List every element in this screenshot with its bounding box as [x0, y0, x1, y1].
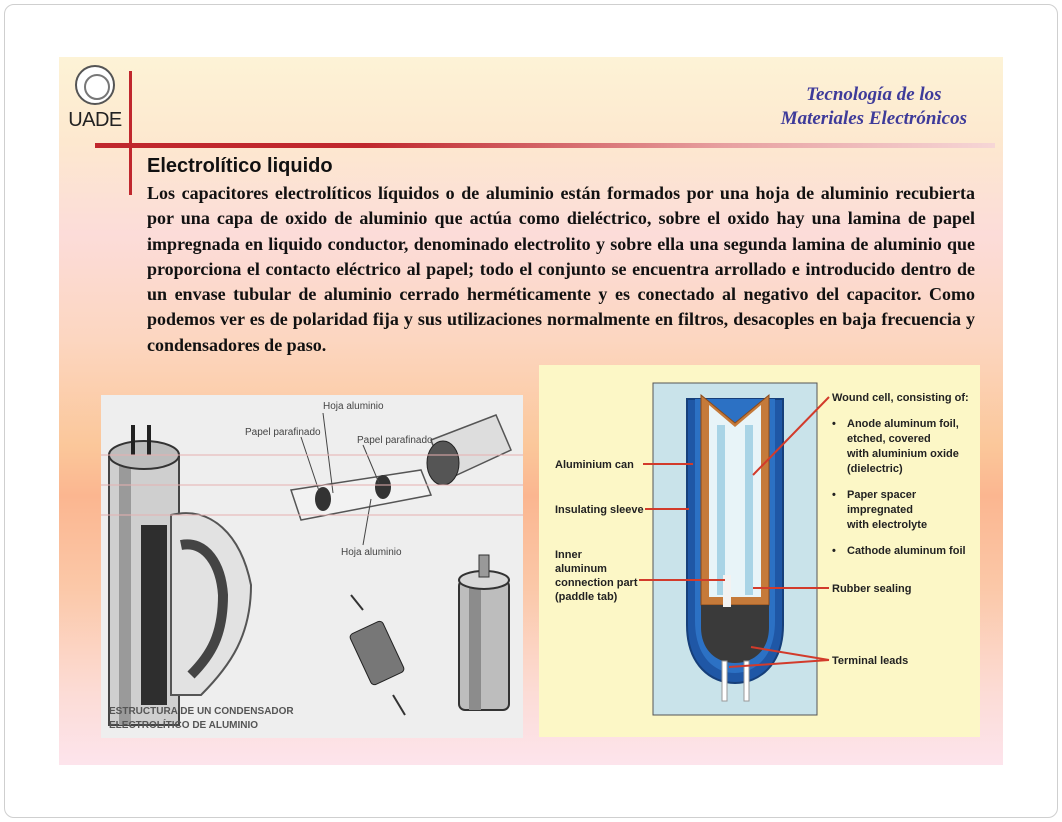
course-title-line2: Materiales Electrónicos: [780, 108, 967, 129]
wound-item-anode-4: (dielectric): [847, 463, 903, 475]
label-aluminium-can: Aluminium can: [555, 459, 634, 471]
logo-text: UADE: [68, 109, 122, 131]
label-rubber-sealing: Rubber sealing: [832, 583, 912, 595]
structure-caption: [109, 705, 294, 733]
caption-line2: ELECTROLÍTICO DE ALUMINIO: [109, 720, 259, 731]
course-title: [781, 83, 967, 131]
cross-section-drawing: [539, 365, 980, 737]
capacitor-structure-illustration: [101, 395, 523, 738]
structure-drawing: [101, 395, 523, 738]
label-inner-4: (paddle tab): [555, 591, 618, 603]
wound-item-anode-3: with aluminium oxide: [847, 448, 959, 460]
wound-item-anode-1: Anode aluminum foil,: [847, 418, 959, 430]
header-horizontal-rule: [95, 143, 995, 148]
uade-logo: [67, 63, 123, 133]
label-inner-3: connection part: [555, 577, 638, 589]
label-hoja-aluminio-bottom: Hoja aluminio: [341, 547, 402, 558]
body-paragraph: Los capacitores electrolíticos líquidos o de aluminio están formados por una hoja de aluminio recubierta por una capa de oxido de aluminio que actúa como dieléctrico, sobre el oxido hay una lamina de papel impregnada en liquido conductor, denominado electrolito y sobre ella una segunda lamina de aluminio que proporciona el contacto eléctrico al papel; todo el conjunto se encuentra arrollado e introducido dentro de un envase tubular de aluminio cerrado herméticamente y es conectado al negativo del capacitor. Como podemos ver es de polaridad fija y sus utilizaciones normalmente en filtros, desacoples en baja frecuencia y condensadores de paso.: [147, 183, 975, 355]
wound-item-paper-1: Paper spacer: [847, 489, 917, 501]
label-papel-parafinado-2: Papel parafinado: [357, 435, 433, 446]
svg-text:•: •: [832, 489, 836, 501]
header-vertical-rule: [129, 71, 132, 195]
label-hoja-aluminio-top: Hoja aluminio: [323, 401, 384, 412]
label-terminal-leads: Terminal leads: [832, 655, 909, 667]
label-papel-parafinado-1: Papel parafinado: [245, 427, 321, 438]
capacitor-cross-section-diagram: [539, 365, 980, 737]
wound-item-paper-3: with electrolyte: [847, 519, 928, 531]
university-seal-icon: [75, 65, 115, 105]
svg-text:•: •: [832, 418, 836, 430]
label-inner-2: aluminum: [555, 563, 607, 575]
wound-item-anode-2: etched, covered: [847, 433, 931, 445]
course-title-line1: Tecnología de los: [806, 84, 942, 105]
label-inner-1: Inner: [555, 549, 582, 561]
slide: [59, 57, 1003, 765]
wound-item-paper-2: impregnated: [847, 504, 914, 516]
svg-text:•: •: [832, 545, 836, 557]
label-insulating-sleeve: Insulating sleeve: [555, 504, 644, 516]
wound-item-cathode: Cathode aluminum foil: [847, 545, 966, 557]
section-title: Electrolítico liquido: [147, 155, 333, 177]
label-wound-cell-title: Wound cell, consisting of:: [832, 392, 969, 404]
caption-line1: ESTRUCTURA DE UN CONDENSADOR: [109, 706, 294, 717]
